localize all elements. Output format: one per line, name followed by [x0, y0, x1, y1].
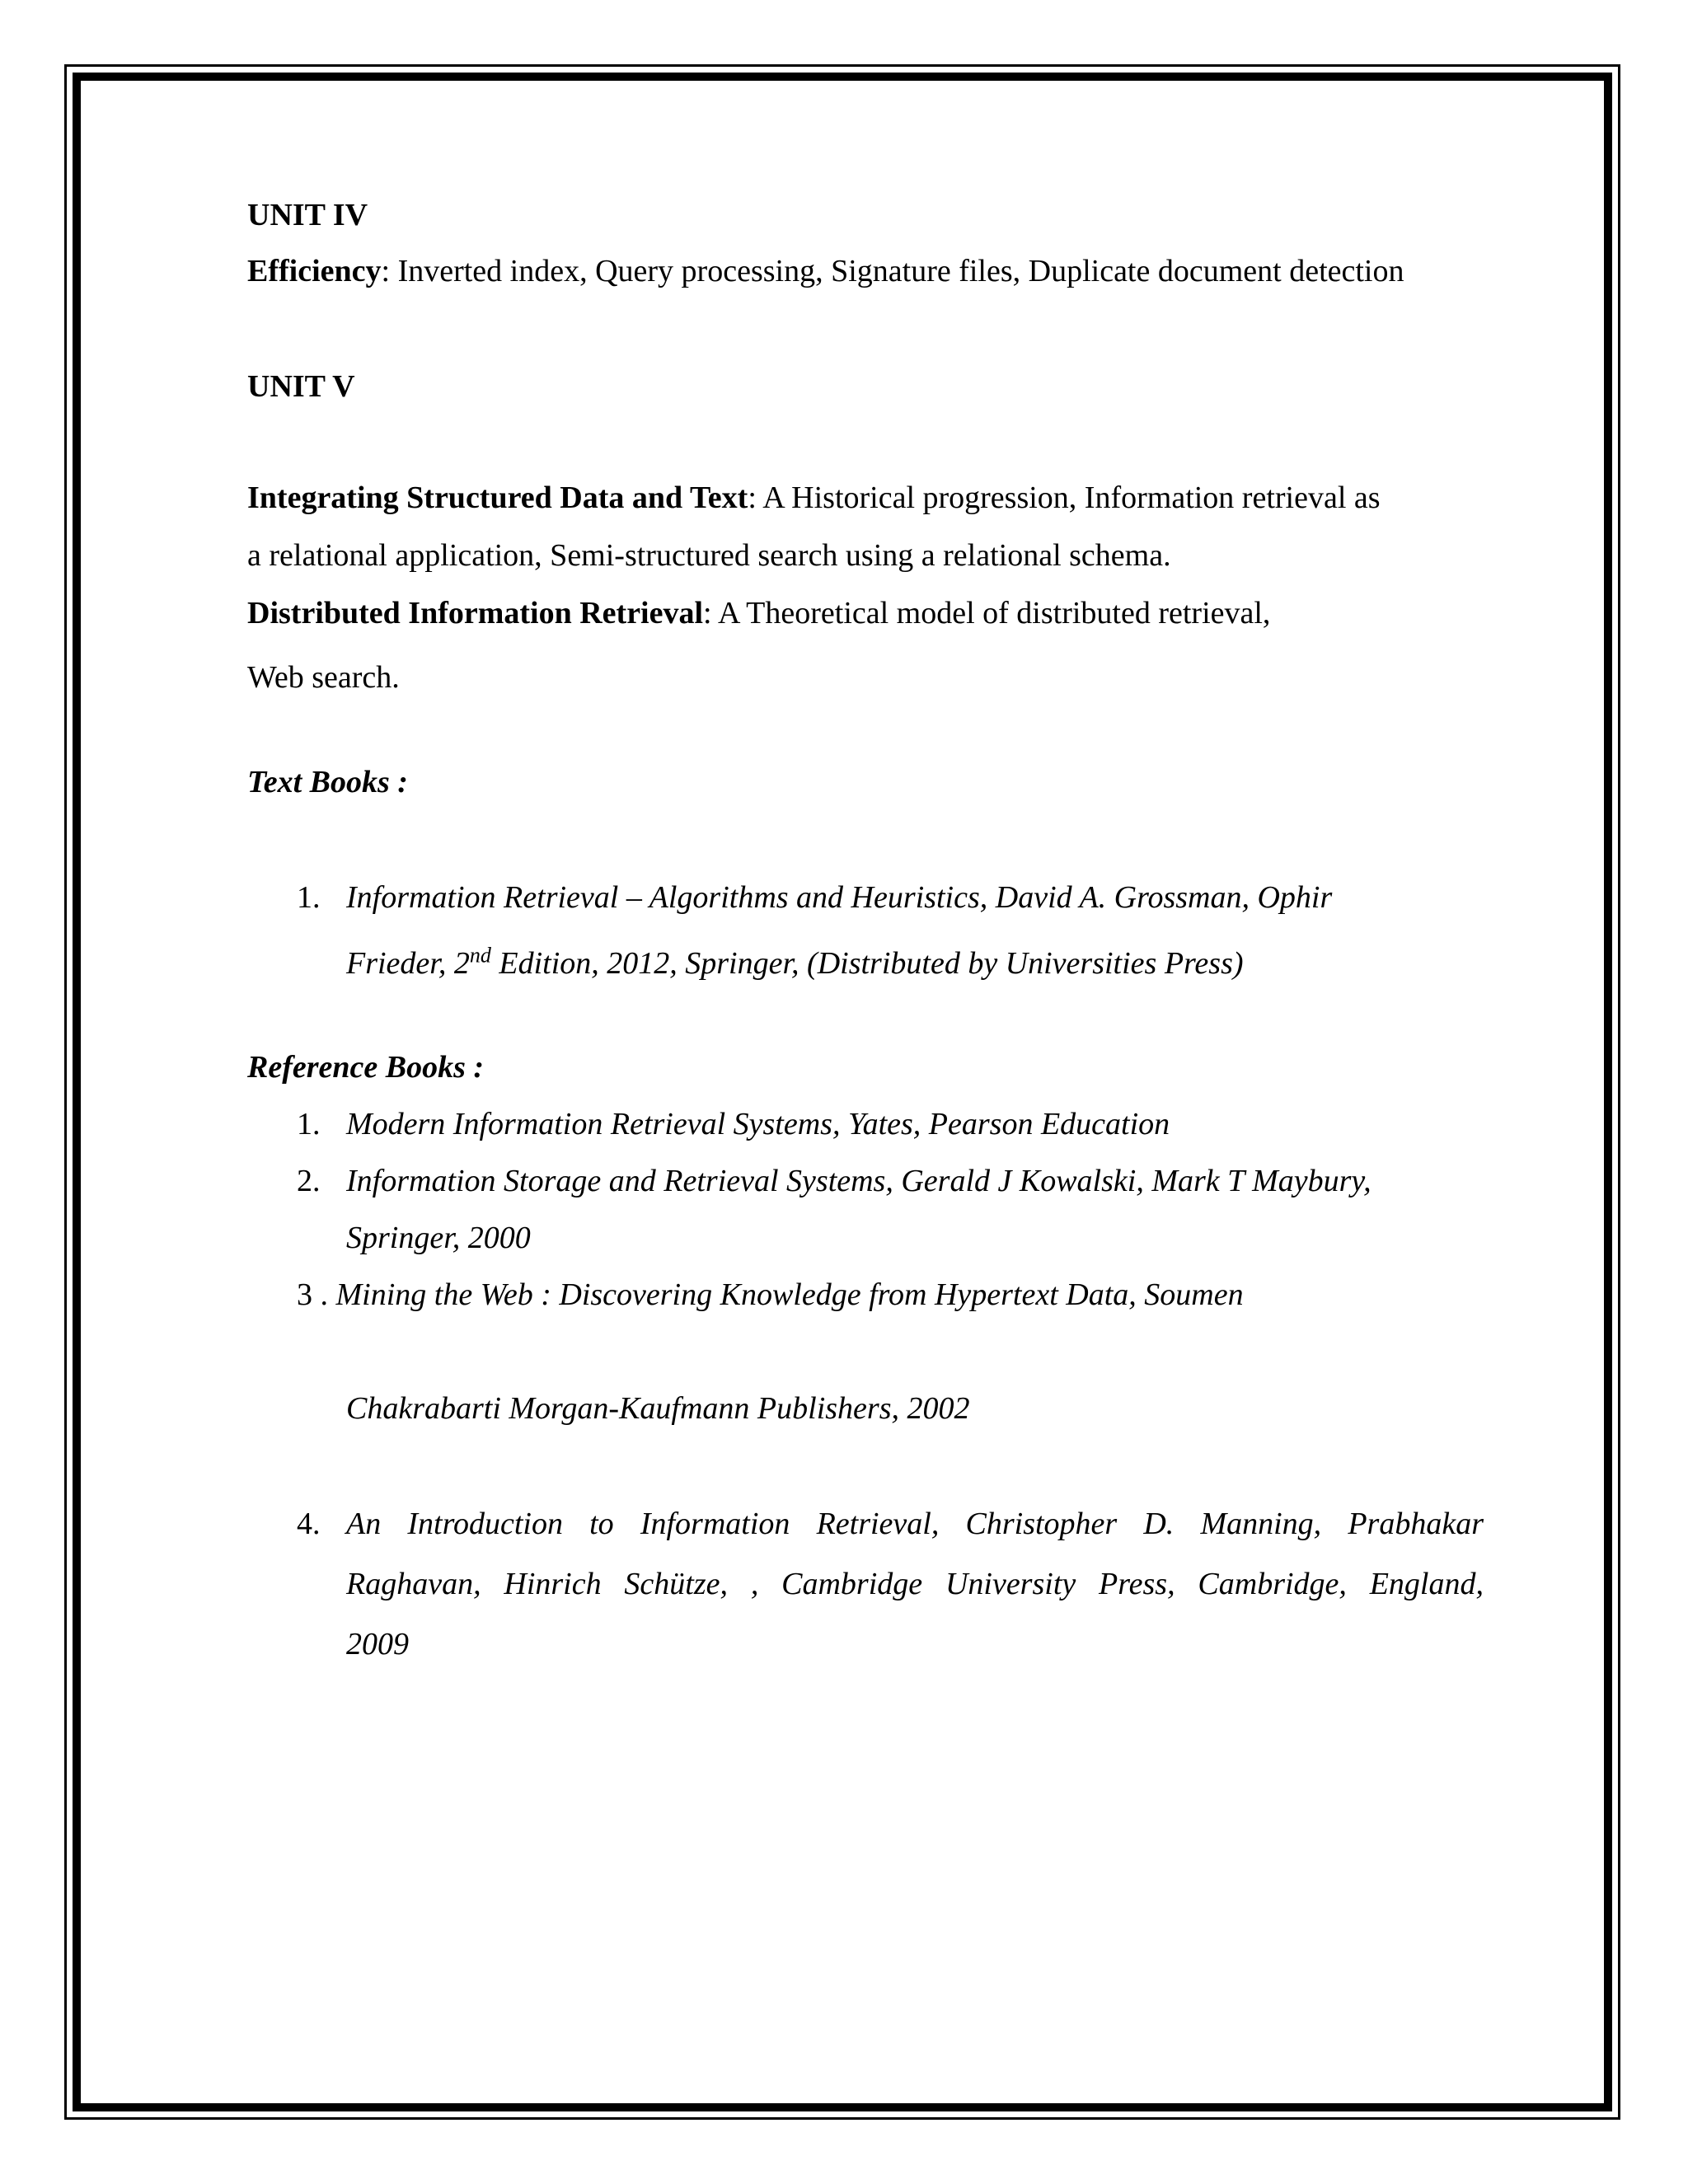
unit-iv-efficiency-line: [247, 255, 1404, 287]
text-books-heading: Text Books :: [247, 765, 408, 799]
superscript-nd: nd: [469, 943, 491, 968]
reference-4-text-1: An Introduction to Information Retrieval, Christopher D. Manning, Prabhakar: [346, 1507, 1484, 1541]
reference-item-3-line-2: Chakrabarti Morgan-Kaufmann Publishers, 2002: [346, 1391, 970, 1426]
distributed-label: Distributed Information Retrieval: [247, 596, 704, 630]
integrating-text-1: : A Historical progression, Information retrieval as: [748, 480, 1381, 515]
text-book-item-1-line-2: [346, 943, 1244, 981]
unit-iv-heading: UNIT IV: [247, 198, 368, 232]
list-number: 3 .: [297, 1277, 328, 1312]
unit-v-heading: UNIT V: [247, 369, 355, 404]
list-number: 4.: [297, 1507, 321, 1541]
list-number: 1.: [297, 1107, 321, 1141]
reference-item-4-line-3: 2009: [346, 1627, 409, 1661]
integrating-label: Integrating Structured Data and Text: [247, 480, 748, 515]
text-book-item-1-line-1: [297, 882, 1332, 913]
reference-1-text: Modern Information Retrieval Systems, Yates, Pearson Education: [346, 1107, 1170, 1141]
reference-item-2-line-1: [297, 1165, 1372, 1197]
reference-books-heading: Reference Books :: [247, 1050, 485, 1085]
integrating-line-1: [247, 482, 1381, 513]
distributed-line-1: [247, 598, 1270, 629]
integrating-line-2: a relational application, Semi-structured search using a relational schema.: [247, 538, 1171, 573]
text-book-1-line2-a: Frieder, 2: [346, 946, 470, 981]
text-book-1-title: Information Retrieval – Algorithms and Heuristics, David A. Grossman, Ophir: [346, 880, 1333, 915]
list-number: 2.: [297, 1164, 321, 1198]
reference-item-1: [297, 1108, 1170, 1140]
distributed-text-1: : A Theoretical model of distributed retrieval,: [703, 596, 1271, 630]
reference-item-4-line-1: [297, 1508, 1484, 1540]
reference-item-2-line-2: Springer, 2000: [346, 1221, 531, 1255]
efficiency-label: Efficiency: [247, 254, 382, 288]
reference-3-text-1: Mining the Web : Discovering Knowledge from Hypertext Data, Soumen: [335, 1277, 1244, 1312]
efficiency-text: : Inverted index, Query processing, Signature files, Duplicate document detection: [381, 254, 1404, 288]
reference-item-3-line-1: [297, 1279, 1244, 1310]
reference-item-4-line-2: Raghavan, Hinrich Schütze, , Cambridge University Press, Cambridge, England,: [346, 1567, 1484, 1601]
distributed-line-2: Web search.: [247, 660, 400, 695]
text-book-1-line2-b: Edition, 2012, Springer, (Distributed by Universities Press): [490, 946, 1244, 981]
reference-2-text-1: Information Storage and Retrieval Systems, Gerald J Kowalski, Mark T Maybury,: [346, 1164, 1372, 1198]
list-number: 1.: [297, 880, 321, 915]
